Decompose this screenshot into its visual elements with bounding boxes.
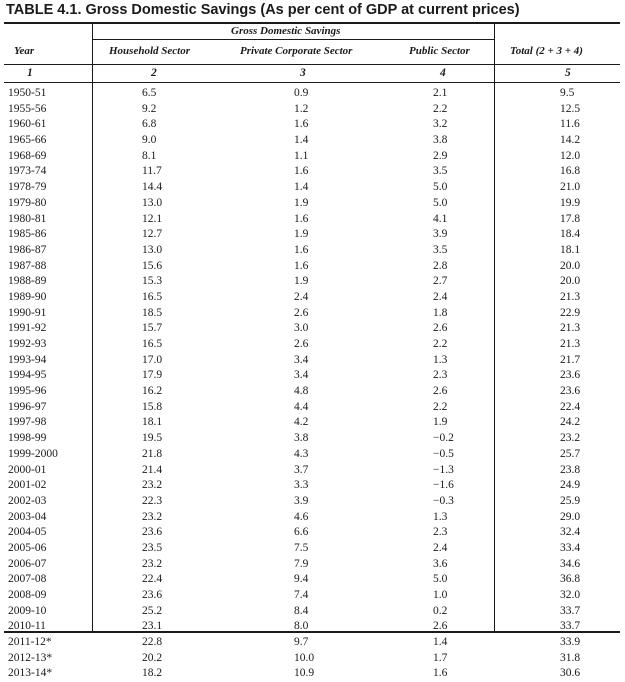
total-cell: 24.2 — [560, 416, 581, 429]
year-cell: 1990-91 — [8, 306, 47, 319]
private-corporate-cell: 1.6 — [294, 165, 309, 178]
year-cell: 2004-05 — [8, 526, 47, 539]
public-cell: 2.6 — [433, 620, 448, 633]
public-cell: −0.5 — [433, 447, 454, 460]
public-cell: −0.2 — [433, 432, 454, 445]
year-cell: 2012-13* — [8, 651, 53, 664]
year-cell: 1950-51 — [8, 87, 47, 99]
column-number-2: 2 — [151, 67, 157, 79]
year-cell: 2013-14* — [8, 667, 53, 680]
household-cell: 18.1 — [142, 416, 163, 429]
total-cell: 24.9 — [560, 479, 581, 492]
private-corporate-cell: 1.9 — [294, 275, 309, 288]
table-body — [0, 86, 625, 682]
household-cell: 13.0 — [142, 196, 163, 209]
household-cell: 23.2 — [142, 479, 163, 492]
private-corporate-cell: 2.4 — [294, 290, 309, 303]
table-row — [0, 149, 625, 165]
private-corporate-cell: 3.9 — [294, 494, 309, 507]
table-row — [0, 557, 625, 573]
public-cell: 2.6 — [433, 322, 448, 335]
table-row — [0, 635, 625, 651]
household-cell: 18.5 — [142, 306, 163, 319]
year-cell: 1986-87 — [8, 243, 47, 256]
year-cell: 1980-81 — [8, 212, 47, 225]
total-header: Total (2 + 3 + 4) — [510, 45, 583, 57]
household-cell: 6.8 — [142, 118, 157, 131]
public-cell: 1.6 — [433, 667, 448, 680]
table-row — [0, 572, 625, 588]
year-cell: 1987-88 — [8, 259, 47, 272]
household-cell: 17.9 — [142, 369, 163, 382]
household-cell: 15.7 — [142, 322, 163, 335]
public-cell: −0.3 — [433, 494, 454, 507]
household-cell: 15.3 — [142, 275, 163, 288]
table-row — [0, 525, 625, 541]
total-cell: 21.7 — [560, 353, 581, 366]
table-row — [0, 588, 625, 604]
household-cell: 21.4 — [142, 463, 163, 476]
private-corporate-cell: 1.4 — [294, 181, 309, 194]
total-cell: 30.6 — [560, 667, 581, 680]
private-corporate-cell: 3.7 — [294, 463, 309, 476]
household-cell: 15.6 — [142, 259, 163, 272]
private-corporate-cell: 8.0 — [294, 620, 309, 633]
private-corporate-cell: 3.4 — [294, 353, 309, 366]
header-rule — [4, 64, 620, 65]
table-row — [0, 243, 625, 259]
household-cell: 23.6 — [142, 589, 163, 601]
year-cell: 2002-03 — [8, 494, 47, 507]
column-number-1: 1 — [27, 67, 33, 79]
private-corporate-cell: 1.2 — [294, 102, 309, 115]
private-corporate-cell: 9.7 — [294, 636, 309, 649]
total-cell: 20.0 — [560, 259, 581, 272]
year-cell: 1999-2000 — [8, 447, 58, 460]
total-cell: 9.5 — [560, 87, 575, 99]
table-row — [0, 274, 625, 290]
total-cell: 17.8 — [560, 212, 581, 225]
year-cell: 1979-80 — [8, 196, 47, 209]
total-cell: 23.6 — [560, 385, 581, 398]
table-row — [0, 651, 625, 667]
private-corporate-cell: 7.9 — [294, 557, 309, 570]
private-corporate-cell: 4.4 — [294, 400, 309, 413]
private-corporate-cell: 0.9 — [294, 87, 309, 99]
year-cell: 2001-02 — [8, 479, 47, 492]
year-cell: 2009-10 — [8, 604, 47, 617]
total-cell: 18.4 — [560, 228, 581, 241]
year-cell: 2006-07 — [8, 557, 47, 570]
private-corporate-cell: 3.4 — [294, 369, 309, 382]
total-cell: 19.9 — [560, 196, 581, 209]
household-cell: 22.8 — [142, 636, 163, 649]
public-cell: 2.2 — [433, 102, 448, 115]
household-cell: 16.5 — [142, 338, 163, 350]
total-cell: 33.7 — [560, 604, 581, 617]
public-cell: 2.4 — [433, 290, 448, 303]
year-cell: 1968-69 — [8, 149, 47, 162]
private-corporate-cell: 2.6 — [294, 338, 309, 350]
private-corporate-cell: 7.5 — [294, 541, 309, 554]
private-corporate-cell: 10.0 — [294, 651, 315, 664]
year-cell: 1960-61 — [8, 118, 47, 131]
private-corporate-cell: 1.9 — [294, 196, 309, 209]
public-cell: 3.5 — [433, 243, 448, 256]
private-corporate-cell: 1.1 — [294, 149, 309, 162]
table-row — [0, 541, 625, 557]
group-header-rule — [92, 39, 494, 40]
total-cell: 25.7 — [560, 447, 581, 460]
total-cell: 32.0 — [560, 589, 581, 601]
total-cell: 11.6 — [560, 118, 580, 131]
household-cell: 20.2 — [142, 651, 163, 664]
private-corporate-cell: 1.6 — [294, 118, 309, 131]
table-row — [0, 133, 625, 149]
household-cell: 13.0 — [142, 243, 163, 256]
household-cell: 22.4 — [142, 573, 163, 586]
year-cell: 2003-04 — [8, 510, 47, 523]
public-cell: 3.5 — [433, 165, 448, 178]
public-cell: 5.0 — [433, 196, 448, 209]
public-cell: 1.4 — [433, 636, 448, 649]
household-cell: 23.5 — [142, 541, 163, 554]
total-cell: 16.8 — [560, 165, 581, 178]
year-cell: 1997-98 — [8, 416, 47, 429]
public-cell: 2.1 — [433, 87, 448, 99]
public-cell: 2.9 — [433, 149, 448, 162]
household-cell: 12.1 — [142, 212, 163, 225]
public-cell: 2.7 — [433, 275, 448, 288]
table-row — [0, 494, 625, 510]
total-cell: 33.7 — [560, 620, 581, 633]
public-cell: 3.2 — [433, 118, 448, 131]
public-cell: 1.9 — [433, 416, 448, 429]
table-row — [0, 117, 625, 133]
total-cell: 33.4 — [560, 541, 581, 554]
year-cell: 1989-90 — [8, 290, 47, 303]
table-row — [0, 306, 625, 322]
total-cell: 23.6 — [560, 369, 581, 382]
private-corporate-cell: 2.6 — [294, 306, 309, 319]
year-cell: 1993-94 — [8, 353, 47, 366]
table-row — [0, 619, 625, 635]
household-cell: 17.0 — [142, 353, 163, 366]
public-cell: 3.9 — [433, 228, 448, 241]
table-row — [0, 290, 625, 306]
top-rule — [4, 22, 620, 24]
household-cell: 23.1 — [142, 620, 163, 633]
column-number-rule — [4, 82, 620, 83]
private-corporate-cell: 1.6 — [294, 243, 309, 256]
public-cell: 2.8 — [433, 259, 448, 272]
household-cell: 18.2 — [142, 667, 163, 680]
table-row — [0, 604, 625, 620]
table-row — [0, 415, 625, 431]
household-cell: 23.2 — [142, 510, 163, 523]
year-cell: 2011-12* — [8, 636, 52, 649]
year-cell: 2010-11 — [8, 620, 46, 633]
year-cell: 2008-09 — [8, 589, 47, 601]
table-row — [0, 337, 625, 353]
total-cell: 29.0 — [560, 510, 581, 523]
private-corporate-cell: 4.6 — [294, 510, 309, 523]
total-cell: 36.8 — [560, 573, 581, 586]
private-corporate-cell: 4.2 — [294, 416, 309, 429]
public-cell: −1.3 — [433, 463, 454, 476]
year-cell: 1992-93 — [8, 338, 47, 350]
total-cell: 12.0 — [560, 149, 581, 162]
total-cell: 14.2 — [560, 134, 581, 147]
total-cell: 21.3 — [560, 338, 581, 350]
table-row — [0, 400, 625, 416]
household-header: Household Sector — [109, 45, 190, 57]
public-cell: 2.3 — [433, 369, 448, 382]
table-row — [0, 368, 625, 384]
private-corporate-cell: 10.9 — [294, 667, 315, 680]
public-cell: 1.7 — [433, 651, 448, 664]
household-cell: 23.2 — [142, 557, 163, 570]
table-row — [0, 478, 625, 494]
public-header: Public Sector — [409, 45, 470, 57]
table-row — [0, 510, 625, 526]
table-row — [0, 102, 625, 118]
table-row — [0, 431, 625, 447]
table-row — [0, 321, 625, 337]
household-cell: 25.2 — [142, 604, 163, 617]
table-row — [0, 164, 625, 180]
table-row — [0, 212, 625, 228]
column-number-5: 5 — [565, 67, 571, 79]
household-cell: 19.5 — [142, 432, 163, 445]
year-cell: 1996-97 — [8, 400, 47, 413]
household-cell: 16.2 — [142, 385, 163, 398]
total-cell: 21.3 — [560, 290, 581, 303]
private-corporate-cell: 4.3 — [294, 447, 309, 460]
total-cell: 20.0 — [560, 275, 581, 288]
public-cell: 1.3 — [433, 353, 448, 366]
household-cell: 6.5 — [142, 87, 157, 99]
public-cell: 2.6 — [433, 385, 448, 398]
column-number-4: 4 — [440, 67, 446, 79]
public-cell: 4.1 — [433, 212, 448, 225]
column-number-3: 3 — [300, 67, 306, 79]
household-cell: 9.0 — [142, 134, 157, 147]
year-cell: 1973-74 — [8, 165, 47, 178]
private-corporate-cell: 3.3 — [294, 479, 309, 492]
private-corporate-cell: 1.4 — [294, 134, 309, 147]
table-row — [0, 227, 625, 243]
table-row — [0, 463, 625, 479]
year-cell: 1955-56 — [8, 102, 47, 115]
public-cell: 1.3 — [433, 510, 448, 523]
household-cell: 16.5 — [142, 290, 163, 303]
household-cell: 21.8 — [142, 447, 163, 460]
table-row — [0, 447, 625, 463]
table-row — [0, 196, 625, 212]
public-cell: 1.8 — [433, 306, 448, 319]
public-cell: 2.4 — [433, 541, 448, 554]
household-cell: 22.3 — [142, 494, 163, 507]
total-cell: 22.9 — [560, 306, 581, 319]
total-cell: 18.1 — [560, 243, 581, 256]
year-cell: 2005-06 — [8, 541, 47, 554]
household-cell: 14.4 — [142, 181, 163, 194]
public-cell: 2.3 — [433, 526, 448, 539]
total-cell: 33.9 — [560, 636, 581, 649]
public-cell: 3.8 — [433, 134, 448, 147]
private-corporate-cell: 8.4 — [294, 604, 309, 617]
total-cell: 21.3 — [560, 322, 581, 335]
household-cell: 12.7 — [142, 228, 163, 241]
total-cell: 23.8 — [560, 463, 581, 476]
public-cell: 3.6 — [433, 557, 448, 570]
table-row — [0, 353, 625, 369]
table-row — [0, 259, 625, 275]
year-cell: 1988-89 — [8, 275, 47, 288]
public-cell: 5.0 — [433, 573, 448, 586]
table-title: TABLE 4.1. Gross Domestic Savings (As per cent of GDP at current prices) — [6, 2, 520, 18]
total-cell: 21.0 — [560, 181, 581, 194]
year-cell: 1998-99 — [8, 432, 47, 445]
household-cell: 23.6 — [142, 526, 163, 539]
private-corporate-cell: 6.6 — [294, 526, 309, 539]
year-cell: 1991-92 — [8, 322, 47, 335]
public-cell: −1.6 — [433, 479, 454, 492]
year-cell: 1995-96 — [8, 385, 47, 398]
household-cell: 9.2 — [142, 102, 157, 115]
household-cell: 11.7 — [142, 165, 162, 178]
year-header: Year — [14, 45, 35, 57]
private-corporate-cell: 4.8 — [294, 385, 309, 398]
household-cell: 8.1 — [142, 149, 157, 162]
year-cell: 1978-79 — [8, 181, 47, 194]
table-row — [0, 180, 625, 196]
table-row — [0, 666, 625, 682]
private-corporate-cell: 1.6 — [294, 212, 309, 225]
public-cell: 2.2 — [433, 338, 448, 350]
total-cell: 32.4 — [560, 526, 581, 539]
public-cell: 0.2 — [433, 604, 448, 617]
total-cell: 34.6 — [560, 557, 581, 570]
year-cell: 2000-01 — [8, 463, 47, 476]
public-cell: 5.0 — [433, 181, 448, 194]
private-corporate-cell: 3.8 — [294, 432, 309, 445]
total-cell: 25.9 — [560, 494, 581, 507]
total-cell: 31.8 — [560, 651, 581, 664]
year-cell: 2007-08 — [8, 573, 47, 586]
year-cell: 1965-66 — [8, 134, 47, 147]
year-cell: 1985-86 — [8, 228, 47, 241]
year-cell: 1994-95 — [8, 369, 47, 382]
household-cell: 15.8 — [142, 400, 163, 413]
total-cell: 22.4 — [560, 400, 581, 413]
group-header: Gross Domestic Savings — [231, 25, 341, 37]
table-row — [0, 86, 625, 102]
private-corporate-cell: 7.4 — [294, 589, 309, 601]
table-row — [0, 384, 625, 400]
total-cell: 12.5 — [560, 102, 581, 115]
total-cell: 23.2 — [560, 432, 581, 445]
public-cell: 1.0 — [433, 589, 448, 601]
private-corporate-cell: 3.0 — [294, 322, 309, 335]
private-corporate-cell: 9.4 — [294, 573, 309, 586]
public-cell: 2.2 — [433, 400, 448, 413]
private-corporate-cell: 1.9 — [294, 228, 309, 241]
private-corporate-header: Private Corporate Sector — [240, 45, 353, 57]
private-corporate-cell: 1.6 — [294, 259, 309, 272]
